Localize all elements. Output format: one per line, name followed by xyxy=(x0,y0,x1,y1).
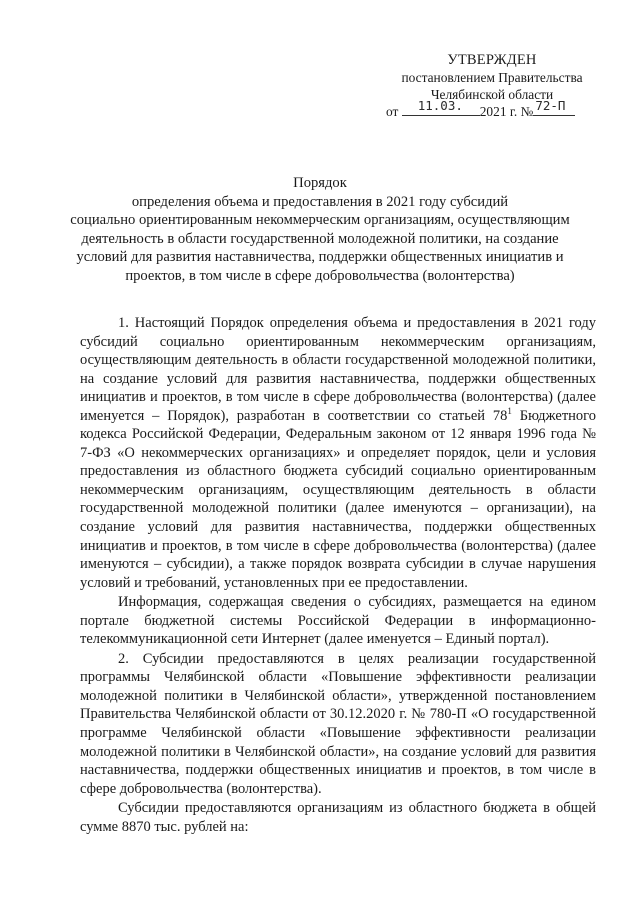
number-blank xyxy=(533,98,575,116)
article-superscript: 1 xyxy=(507,405,512,416)
heading-line-4: деятельность в области государственной молодежной политики, на создание xyxy=(81,230,559,247)
from-label: от xyxy=(386,104,399,119)
paragraph-1-end: Бюджетного кодекса Российской Федерации, Федеральным законом от 12 января 1996 года № 7-ФЗ «О некоммерческих организациях» и определяет порядок, цели и условия предоставления из областного бюджета субсидий социально ориентированным некоммерческим организациям, осуществляющим деятельность в области государственной молодежной политики (далее именуются – организации), на создание условий для развития наставничества, поддержки общественных инициатив и проектов, в том числе в сфере добровольчества (волонтерства) (далее именуются – субсидии), а также порядок возврата субсидии в случае нарушения условий и требований, установленных при ее предоставлении. xyxy=(80,407,596,591)
heading-line-3: социально ориентированным некоммерческим организациям, осуществляющим xyxy=(70,212,570,229)
paragraph-1 xyxy=(80,314,596,592)
paragraph-1-start: 1. Настоящий Порядок определения объема и предоставления в 2021 году субсидий социально ориентированным некоммерческим организациям, осуществляющим деятельность в области государственной молодежной политики, на создание условий для развития наставничества, поддержки общественных инициатив и проектов, в том числе в сфере добровольчества (волонтерства) (далее именуется – Порядок), разработан в соответствии со статьей 78 xyxy=(80,315,596,424)
date-blank xyxy=(402,98,480,116)
heading-line-6: проектов, в том числе в сфере добровольчества (волонтерства) xyxy=(125,267,515,284)
approval-date-number-line xyxy=(380,98,604,120)
approval-line-1: постановлением Правительства xyxy=(401,70,583,85)
heading-line-2: определения объема и предоставления в 2021 году субсидий xyxy=(131,193,509,210)
handwritten-number: 72-П xyxy=(535,98,566,113)
heading-line-5: условий для развития наставничества, поддержки общественных инициатив и xyxy=(76,249,564,266)
paragraph-4: Субсидии предоставляются организациям из областного бюджета в общей сумме 8870 тыс. рублей на: xyxy=(80,800,596,835)
approval-title: УТВЕРЖДЕН xyxy=(447,52,537,68)
paragraph-2: Информация, содержащая сведения о субсидиях, размещается на едином портале бюджетной системы Российской Федерации в информационно-телекоммуникационной сети Интернет (далее именуется – Единый портал). xyxy=(80,594,596,648)
approval-line-2: Челябинской области xyxy=(430,87,554,102)
year-number-label: 2021 г. № xyxy=(479,104,534,119)
approval-stamp xyxy=(380,52,604,120)
handwritten-date: 11.03. xyxy=(417,98,463,113)
document-body xyxy=(80,314,596,837)
paragraph-3: 2. Субсидии предоставляются в целях реализации государственной программы Челябинской области «Повышение эффективности реализации молодежной политики в Челябинской области», утвержденной постановлением Правительства Челябинской области от 30.12.2020 г. № 780-П «О государственной программе Челябинской области «Повышение эффективности реализации молодежной политики в Челябинской области», на создание условий для развития наставничества, поддержки общественных инициатив и проектов, в том числе в сфере добровольчества (волонтерства). xyxy=(80,650,596,797)
heading-line-1: Порядок xyxy=(293,175,347,191)
document-heading xyxy=(60,174,580,286)
